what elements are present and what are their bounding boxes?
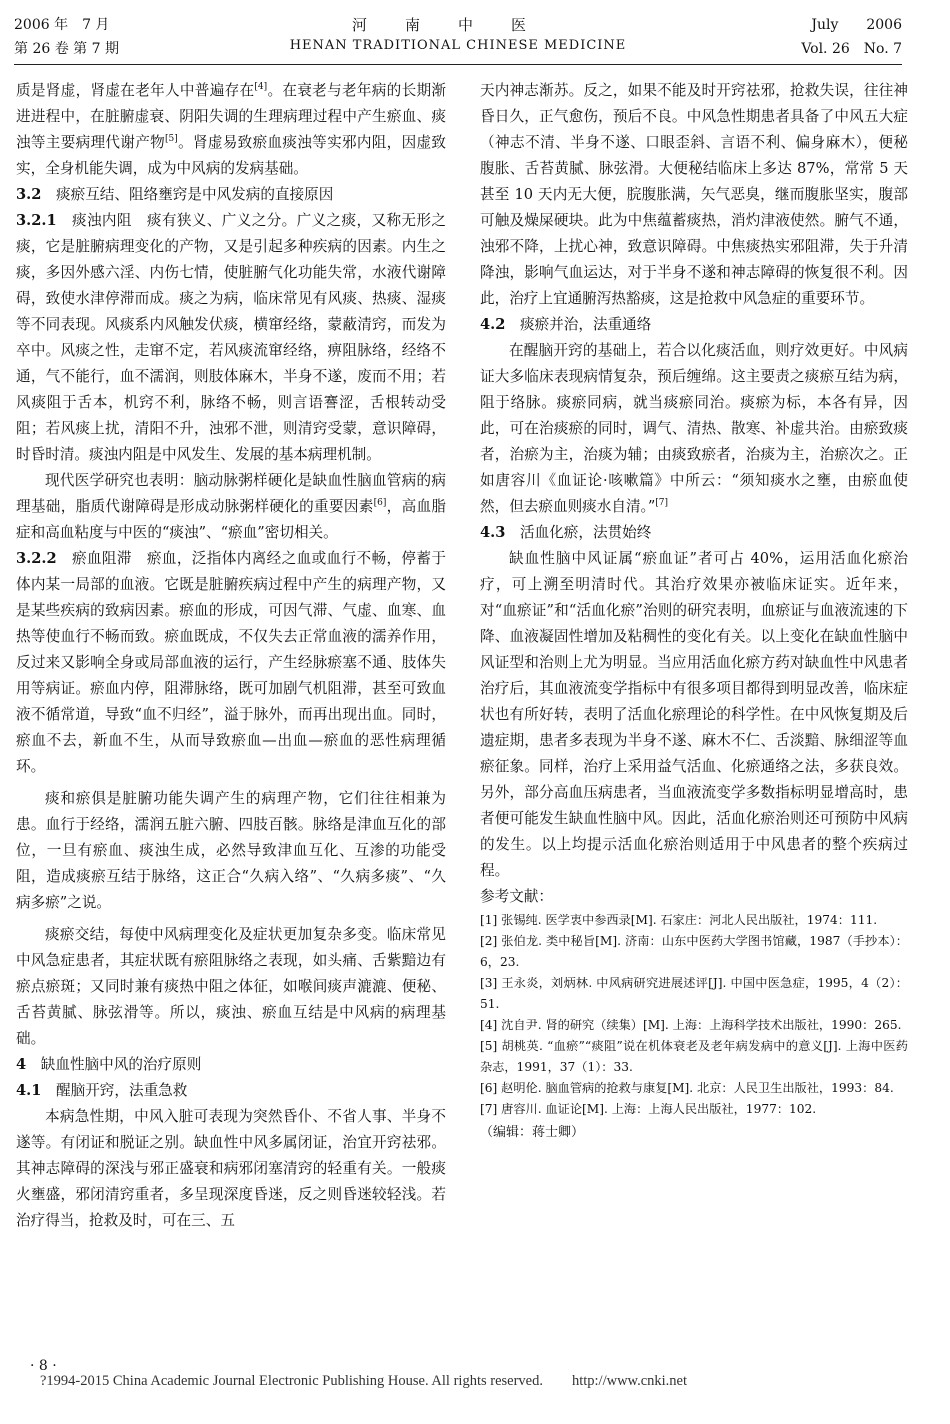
- section-heading: 4.2 痰瘀并治，法重通络: [480, 316, 652, 333]
- left-column: [16, 78, 446, 1234]
- editor-credit: （编辑：蒋士卿）: [480, 1125, 585, 1140]
- citation: [7]: [655, 498, 669, 509]
- reference-item: [3] 王永炎，刘炳林. 中风病研究进展述评[J]. 中国中医急症，1995，4（2）：51.: [480, 976, 908, 1011]
- paragraph: 天内神志渐苏。反之，如果不能及时开窍祛邪，抢救失误，往往神昏日久，正气愈伤，预后不良。中风急性期患者具备了中风五大症（神志不清、半身不遂、口眼歪斜、言语不利、偏身麻木），便秘腹胀、舌苔黄腻、脉弦滑。大便秘结临床上多达 87%，常常 5 天甚至 10 天内无大便，脘腹胀满，矢气恶臭，继而腹胀坚实，腹部可触及燥屎硬块。此为中焦蕴蓄痰热，消灼津液使然。腑气不通，浊邪不降，上扰心神，致意识障碍。中焦痰热实邪阻滞，失于升清降浊，影响气血运达，对于半身不遂和神志障碍的恢复很不利。因此，治疗上宜通腑泻热豁痰，这是抢救中风急症的重要环节。: [480, 82, 908, 307]
- reference-item: [5] 胡桃英. “血瘀”“痰阻”说在机体衰老及老年病发病中的意义[J]. 上海中医药杂志，1991，37（1）：33.: [480, 1039, 908, 1074]
- page-number: · 8 ·: [30, 1358, 57, 1374]
- reference-item: [2] 张伯龙. 类中秘旨[M]. 济南：山东中医药大学图书馆藏，1987（手抄本）：6，23.: [480, 934, 908, 969]
- copyright-footer: ?1994-2015 China Academic Journal Electronic Publishing House. All rights reserved. http://www.cnki.net: [40, 1373, 688, 1389]
- paragraph: 在醒脑开窍的基础上，若合以化痰活血，则疗效更好。中风病证大多临床表现病情复杂，预后缠绵。这主要责之痰瘀互结为病，阻于络脉。痰瘀同病，就当痰瘀同治。痰瘀为标，本各有异，因此，可在治痰瘀的同时，调气、清热、散寒、补虚共治。由瘀致痰者，治瘀为主，治痰为辅；由痰致瘀者，治痰为主，治瘀次之。正如唐容川《血证论·咳嗽篇》中所云：“须知痰水之壅，由瘀血使然，但去瘀血则痰水自清。”[7]: [480, 342, 908, 515]
- right-column: [480, 78, 908, 1146]
- paragraph: 缺血性脑中风证属“瘀血证”者可占 40%，运用活血化瘀治疗，可上溯至明清时代。其治疗效果亦被临床证实。近年来，对“血瘀证”和“活血化瘀”治则的研究表明，血瘀证与血液流速的下降、血液凝固性增加及粘稠性的变化有关。以上变化在缺血性脑中风证型和治则上尤为明显。当应用活血化瘀方药对缺血性中风患者治疗后，其血液流变学指标中有很多项目都得到明显改善，临床症状也有所好转，表明了活血化瘀理论的科学性。在中风恢复期及后遗症期，患者多表现为半身不遂、麻木不仁、舌淡黯、脉细涩等血瘀征象。同样，治疗上采用益气活血、化瘀通络之法，多获良效。另外，部分高血压病患者，当血液流变学多数指标明显增高时，患者便可能发生缺血性脑中风。因此，活血化瘀治则还可预防中风病的发生。以上均提示活血化瘀治则适用于中风患者的整个疾病过程。: [480, 550, 908, 879]
- paragraph: 痰瘀交结，每使中风病理变化及症状更加复杂多变。临床常见中风急症患者，其症状既有瘀阻脉络之表现，如头痛、舌紫黯边有瘀点瘀斑；又同时兼有痰热中阻之体征，如喉间痰声漉漉、便秘、舌苔黄腻、脉弦滑等。所以，痰浊、瘀血互结是中风病的病理基础。: [16, 926, 446, 1047]
- reference-item: [4] 沈自尹. 肾的研究（续集）[M]. 上海：上海科学技术出版社，1990：265.: [480, 1018, 902, 1032]
- reference-item: [1] 张锡纯. 医学衷中参西录[M]. 石家庄：河北人民出版社，1974：111.: [480, 913, 878, 927]
- citation: [6]: [373, 498, 387, 509]
- section-heading: 4.1 醒脑开窍，法重急救: [16, 1082, 188, 1099]
- section-heading: 4 缺血性脑中风的治疗原则: [16, 1056, 202, 1073]
- subsection-title: 瘀血阻滞: [71, 550, 132, 567]
- paragraph: 3.2.2 瘀血阻滞 瘀血，泛指体内离经之血或血行不畅，停蓄于体内某一局部的血液。它既是脏腑疾病过程中产生的病理产物，又是某些疾病的致病因素。瘀血的形成，可因气滞、气虚、血寒、血热等使血行不畅而致。瘀血既成，不仅失去正常血液的濡养作用，反过来又影响全身或局部血液的运行，产生经脉瘀塞不通、肢体失用等病证。瘀血内停，阻滞脉络，既可加剧气机阻滞，甚至可致血液不循常道，导致“血不归经”，溢于脉外，而再出现出血。同时，瘀血不去，新血不生，从而导致瘀血—出血—瘀血的恶性病理循环。: [16, 550, 446, 775]
- reference-item: [6] 赵明伦. 脑血管病的抢救与康复[M]. 北京：人民卫生出版社，1993：84.: [480, 1081, 894, 1095]
- citation: [5]: [165, 134, 178, 145]
- paragraph: 痰和瘀俱是脏腑功能失调产生的病理产物，它们往往相兼为患。血行于经络，濡润五脏六腑、四肢百骸。脉络是津血互化的部位，一旦有瘀血、痰浊生成，必然导致津血互化、互渗的功能受阻，造成痰瘀互结于脉络，这正合“久病入络”、“久病多痰”、“久病多瘀”之说。: [16, 790, 446, 911]
- references-title: 参考文献：: [480, 888, 553, 905]
- reference-item: [7] 唐容川. 血证论[M]. 上海：上海人民出版社，1977：102.: [480, 1102, 817, 1116]
- journal-title-en: HENAN TRADITIONAL CHINESE MEDICINE: [289, 38, 627, 53]
- issue-date-en: July 2006: [811, 17, 902, 33]
- section-heading: 4.3 活血化瘀，法贯始终: [480, 524, 652, 541]
- issue-date-cn: 2006 年 7 月: [14, 17, 110, 33]
- paragraph: 3.2.1 痰浊内阻 痰有狭义、广义之分。广义之痰，又称无形之痰，它是脏腑病理变化的产物，又是引起多种疾病的因素。内生之痰，多因外感六淫、内伤七情，使脏腑气化功能失常，水液代谢障碍，致使水津停滞而成。痰之为病，临床常见有风痰、热痰、湿痰等不同表现。风痰系内风触发伏痰，横窜经络，蒙蔽清窍，而发为卒中。风痰之性，走窜不定，若风痰流窜经络，痹阻脉络，经络不通，气不能行，血不濡润，则肢体麻木，半身不遂，废而不用；若风痰阻于舌本，机窍不利，脉络不畅，则言语謇涩，舌根转动受阻；若风痰上扰，清阳不升，浊邪不泄，则清窍受蒙，意识障碍，时昏时清。痰浊内阻是中风发生、发展的基本病理机制。: [16, 212, 446, 463]
- subsection-title: 痰浊内阻: [71, 212, 132, 229]
- page-header: [14, 14, 902, 64]
- section-heading: 3.2 痰瘀互结、阻络壅窍是中风发病的直接原因: [16, 186, 334, 203]
- reference-list: [480, 910, 908, 1120]
- citation: [4]: [254, 82, 268, 93]
- volume-en: Vol. 26 No. 7: [801, 41, 902, 57]
- paragraph: 本病急性期，中风入脏可表现为突然昏仆、不省人事、半身不遂等。有闭证和脱证之别。缺血性中风多属闭证，治宜开窍祛邪。其神志障碍的深浅与邪正盛衰和病邪闭塞清窍的轻重有关。一般痰火壅盛，邪闭清窍重者，多呈现深度昏迷，反之则昏迷较轻浅。若治疗得当，抢救及时，可在三、五: [16, 1108, 446, 1229]
- journal-title-cn: 河南中医: [351, 16, 564, 34]
- paragraph: 质是肾虚，肾虚在老年人中普遍存在[4]。在衰老与老年病的长期渐进进程中，在脏腑虚衰、阴阳失调的生理病理过程中产生瘀血、痰浊等主要病理代谢产物[5]。肾虚易致瘀血痰浊等实邪内阻，因虚致实，全身机能失调，成为中风病的发病基础。: [16, 82, 446, 177]
- header-rule: [14, 64, 902, 65]
- paragraph: 现代医学研究也表明：脑动脉粥样硬化是缺血性脑血管病的病理基础，脂质代谢障碍是形成动脉粥样硬化的重要因素[6]，高血脂症和高血粘度与中医的“痰浊”、“瘀血”密切相关。: [16, 472, 446, 541]
- volume-cn: 第 26 卷 第 7 期: [14, 41, 119, 57]
